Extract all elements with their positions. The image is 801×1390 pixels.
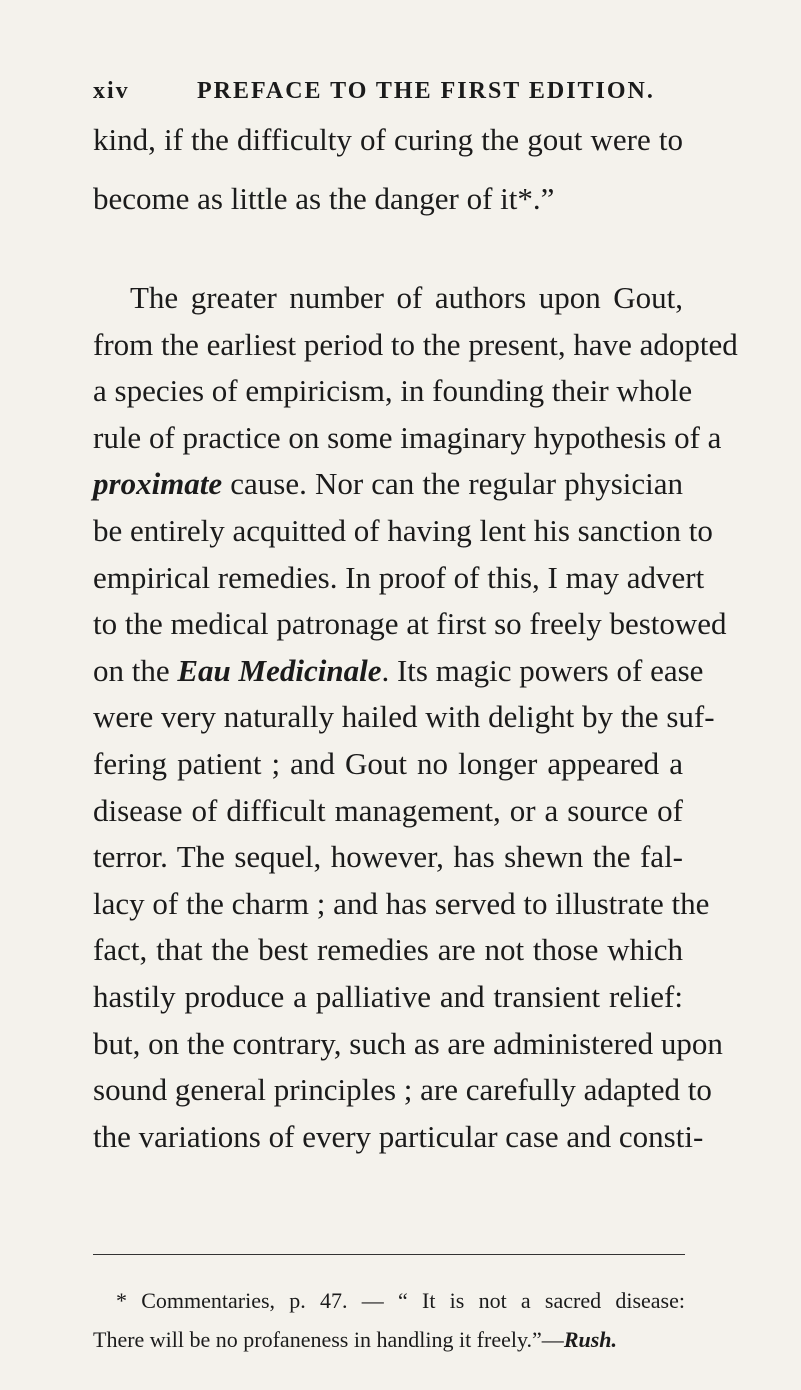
text-line: a species of empiricism, in founding their whole [93, 373, 693, 409]
page-number: xiv [93, 78, 130, 104]
text-line: disease of difficult management, or a source of [93, 792, 683, 828]
text-line: become as little as the danger of it*.” [93, 180, 555, 216]
footnote-separator [93, 1254, 685, 1255]
emphasis-eau-medicinale: Eau Medicinale [177, 652, 382, 688]
text-line: rule of practice on some imaginary hypothesis of a [93, 419, 722, 455]
text-line: to the medical patronage at first so freely bestowed [93, 606, 727, 642]
footnote-author: Rush. [563, 1327, 618, 1352]
text-line: empirical remedies. In proof of this, I may advert [93, 559, 705, 595]
text-line: hastily produce a palliative and transient relief: [93, 979, 683, 1014]
text-line: the variations of every particular case and consti- [93, 1118, 704, 1154]
text-fragment: on the [93, 652, 170, 688]
text-line: fact, that the best remedies are not those which [93, 932, 683, 968]
text-line: sound general principles ; are carefully adapted to [93, 1072, 712, 1108]
text-line: kind, if the difficulty of curing the gout were to [93, 122, 683, 157]
text-line: lacy of the charm ; and has served to illustrate the [93, 885, 710, 921]
running-title: PREFACE TO THE FIRST EDITION. [197, 78, 655, 104]
footnote-text: There will be no profaneness in handling it freely.”— [93, 1327, 564, 1352]
text-line: but, on the contrary, such as are administered upon [93, 1025, 723, 1061]
text-fragment: cause. Nor can the regular physician [230, 466, 684, 502]
text-line: be entirely acquitted of having lent his sanction to [93, 513, 713, 548]
text-fragment: . Its magic powers of ease [381, 652, 704, 688]
footnote-line: * Commentaries, p. 47. — “ It is not a sacred disease: [116, 1288, 685, 1313]
text-line: terror. The sequel, however, has shewn the fal- [93, 839, 683, 875]
text-line: were very naturally hailed with delight by the suf- [93, 699, 715, 735]
running-header [93, 78, 685, 105]
text-line [93, 464, 683, 504]
emphasis-proximate: proximate [93, 466, 223, 502]
text-line: fering patient ; and Gout no longer appeared a [93, 746, 683, 781]
text-line: from the earliest period to the present, have adopted [93, 326, 738, 362]
text-line [93, 651, 704, 691]
text-line: The greater number of authors upon Gout, [130, 280, 683, 315]
footnote-line [93, 1325, 685, 1355]
